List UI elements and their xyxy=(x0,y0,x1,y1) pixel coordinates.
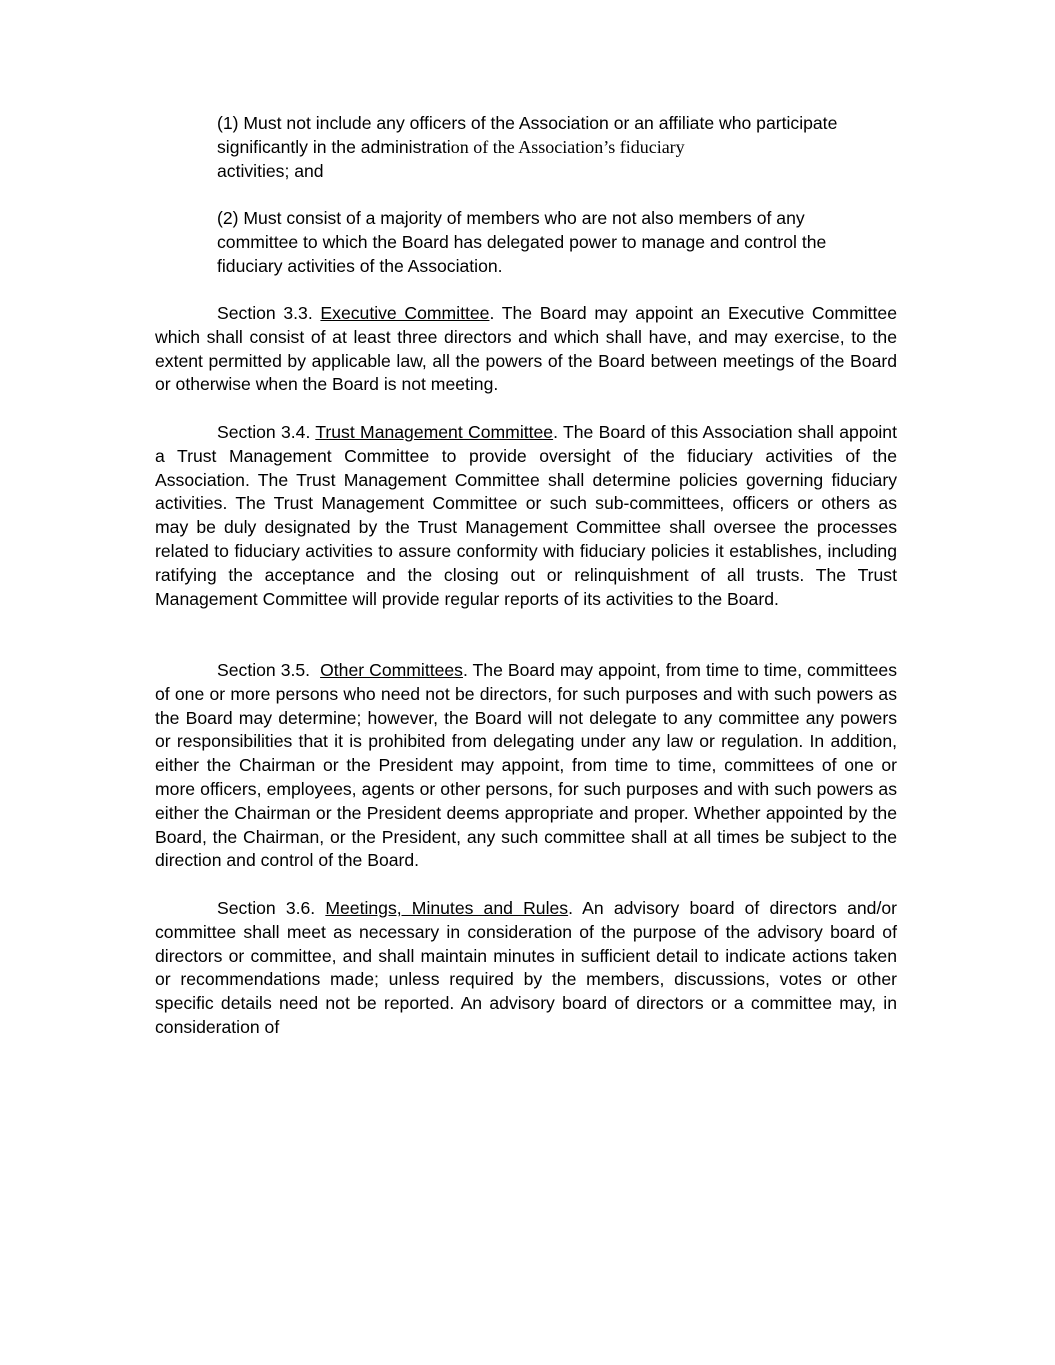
section-3-3-body: . The Board may appoint an Executive Committee which shall consist of at least three directors and which shall have, and may exercise, to the extent permitted by applicable law, all the powers of the Board between meetings of the Board or otherwise when the Board is not meeting. xyxy=(155,303,897,395)
section-3-5-heading: Other Committees xyxy=(320,660,463,680)
section-3-5-body: . The Board may appoint, from time to time, committees of one or more persons who need not be directors, for such purposes and with such powers as the Board may determine; however, the Board will not delegate to any committee any powers or responsibilities that it is prohibited from delegating under any law or regulation. In addition, either the Chairman or the President may appoint, from time to time, committees of one or more officers, employees, agents or other persons, for such purposes and with such powers as either the Chairman or the President deems appropriate and proper. Whether appointed by the Board, the Chairman, or the President, any such committee shall at all times be subject to the direction and control of the Board. xyxy=(155,660,897,871)
clause-1 xyxy=(217,112,877,183)
section-3-6 xyxy=(155,897,897,1040)
section-3-4-number: Section 3.4. xyxy=(217,422,316,442)
section-3-5-number: Section 3.5. xyxy=(217,660,321,680)
section-3-6-heading: Meetings, Minutes and Rules xyxy=(325,898,569,918)
section-3-6-number: Section 3.6. xyxy=(217,898,326,918)
section-3-4-body: . The Board of this Association shall appoint a Trust Management Committee to provide oversight of the fiduciary activities of the Association. The Trust Management Committee shall determine policies governing fiduciary activities. The Trust Management Committee or such sub-committees, officers or others as may be duly designated by the Trust Management Committee shall oversee the processes related to fiduciary activities to assure conformity with fiduciary policies it establishes, including ratifying the acceptance and the closing out or relinquishment of all trusts. The Trust Management Committee will provide regular reports of its activities to the Board. xyxy=(155,422,897,609)
clause-1-text-a: (1) Must not include any officers of the Association or an affiliate who participate significantly in the administrati xyxy=(217,113,838,157)
clause-1-text-b: on of the Association’s fiduciary xyxy=(450,136,685,157)
section-3-4 xyxy=(155,421,897,611)
section-3-3 xyxy=(155,302,897,397)
section-3-3-heading: Executive Committee xyxy=(320,303,490,323)
section-3-5 xyxy=(155,659,897,873)
clause-1-text-c: activities; and xyxy=(217,160,324,181)
section-3-6-body: . An advisory board of directors and/or committee shall meet as necessary in consideration of the purpose of the advisory board of directors or committee, and shall maintain minutes in sufficient detail to indicate actions taken or recommendations made; unless required by the members, discussions, votes or other specific details need not be reported. An advisory board of directors or a committee may, in consideration of xyxy=(155,898,897,1037)
section-3-4-heading: Trust Management Committee xyxy=(315,422,554,442)
clause-2: (2) Must consist of a majority of members who are not also members of any committee to which the Board has delegated power to manage and control the fiduciary activities of the Association. xyxy=(217,208,827,276)
section-3-3-number: Section 3.3. xyxy=(217,303,321,323)
